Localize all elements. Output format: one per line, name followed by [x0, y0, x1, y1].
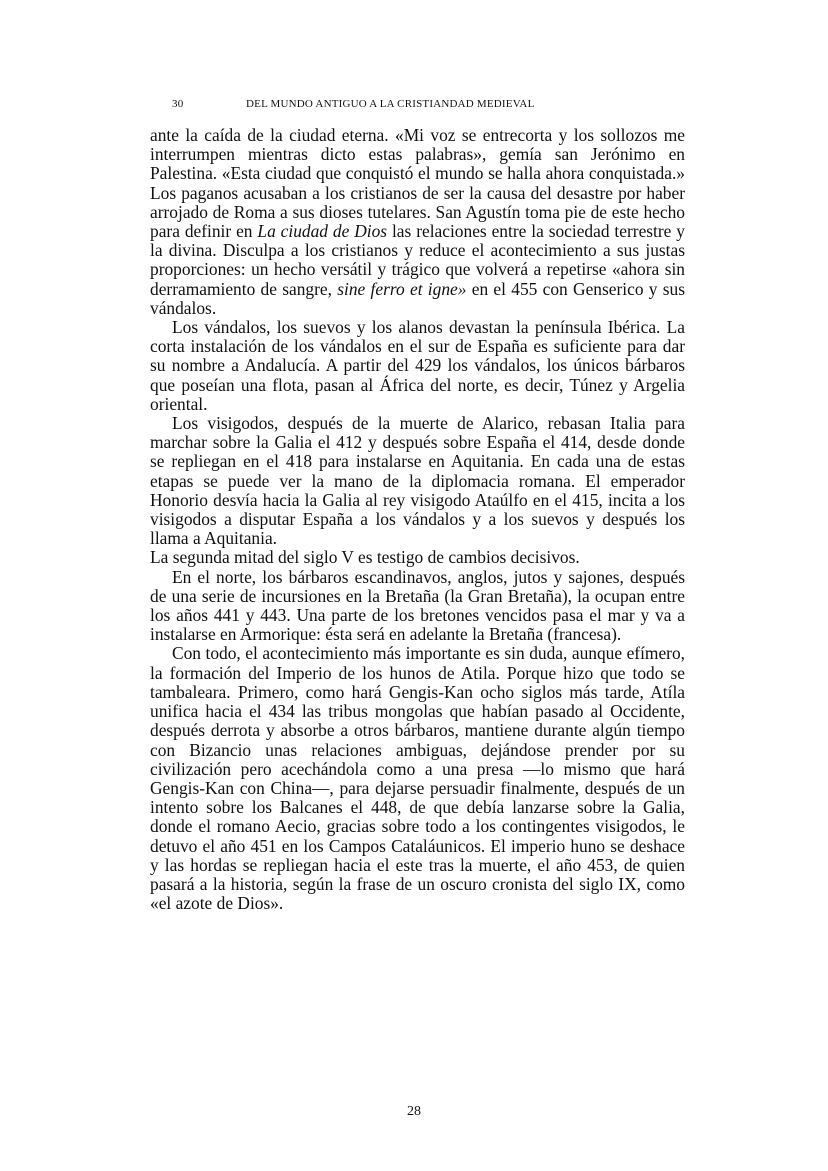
header-page-number: 30	[172, 98, 184, 110]
body-text	[150, 126, 685, 913]
paragraph-2: Los vándalos, los suevos y los alanos devastan la península Ibérica. La corta instalación de los vándalos en el sur de España es suficiente para dar su nombre a Andalucía. A partir del 429 los vándalos, los únicos bárbaros que poseían una flota, pasan al África del norte, es decir, Túnez y Argelia oriental.	[150, 317, 685, 414]
paragraph-1-part-c: en el 455 con Genserico y sus vándalos.	[150, 278, 685, 318]
paragraph-1-part-b: las relaciones entre la sociedad terrestre y la divina. Disculpa a los cristianos y reduce el acontecimiento a sus justas proporciones: un hecho versátil y trágico que volverá a repetirse «ahora sin derramamiento de sangre,	[150, 221, 685, 299]
paragraph-5: En el norte, los bárbaros escandinavos, anglos, jutos y sajones, después de una serie de incursiones en la Bretaña (la Gran Bretaña), la ocupan entre los años 441 y 443. Una parte de los bretones vencidos pasa el mar y va a instalarse en Armorique: ésta será en adelante la Bretaña (francesa).	[150, 566, 685, 645]
latin-phrase-sine-ferro: sine ferro et igne»	[337, 278, 467, 299]
book-title-la-ciudad-de-dios: La ciudad de Dios	[257, 221, 388, 242]
paragraph-3: Los visigodos, después de la muerte de Alarico, rebasan Italia para marchar sobre la Galia el 412 y después sobre España el 414, desde donde se repliegan en el 418 para instalarse en Aquitania. En cada una de estas etapas se puede ver la mano de la diplomacia romana. El emperador Honorio desvía hacia la Galia al rey visigodo Ataúlfo en el 415, incita a los visigodos a disputar España a los vándalos y a los suevos y después los llama a Aquitania.	[150, 413, 685, 549]
paragraph-6: Con todo, el acontecimiento más importante es sin duda, aunque efímero, la formación del Imperio de los hunos de Atila. Porque hizo que todo se tambaleara. Primero, como hará Gengis-Kan ocho siglos más tarde, Atíla unifica hacia el 434 las tribus mongolas que habían pasado al Occidente, después derrota y absorbe a otros bárbaros, mantiene durante algún tiempo con Bizancio unas relaciones ambiguas, dejándose prender por su civilización pero acechándola como a una presa —lo mismo que hará Gengis-Kan con China—, para dejarse persuadir finalmente, después de un intento sobre los Balcanes el 448, de que debía lanzarse sobre la Galia, donde el romano Aecio, gracias sobre todo a los contingentes visigodos, le detuvo el año 451 en los Campos Cataláunicos. El imperio huno se deshace y las hordas se repliegan hacia el este tras la muerte, el año 453, de quien pasará a la historia, según la frase de un oscuro cronista del siglo IX, como «el azote de Dios».	[150, 643, 685, 914]
paragraph-1-part-a: ante la caída de la ciudad eterna. «Mi voz se entrecorta y los sollozos me interrumpen mientras dicto estas palabras», gemía san Jerónimo en Palestina. «Esta ciudad que conquistó el mundo se halla ahora conquistada.» Los paganos acusaban a los cristianos de ser la causa del desastre por haber arrojado de Roma a sus dioses tutelares. San Agustín toma pie de este hecho para definir en	[150, 125, 685, 242]
paragraph-4: La segunda mitad del siglo V es testigo de cambios decisivos.	[150, 547, 580, 568]
paragraph-1	[150, 126, 685, 318]
page-folio: 28	[407, 1104, 421, 1119]
running-title: DEL MUNDO ANTIGUO A LA CRISTIANDAD MEDIEVAL	[246, 98, 535, 110]
